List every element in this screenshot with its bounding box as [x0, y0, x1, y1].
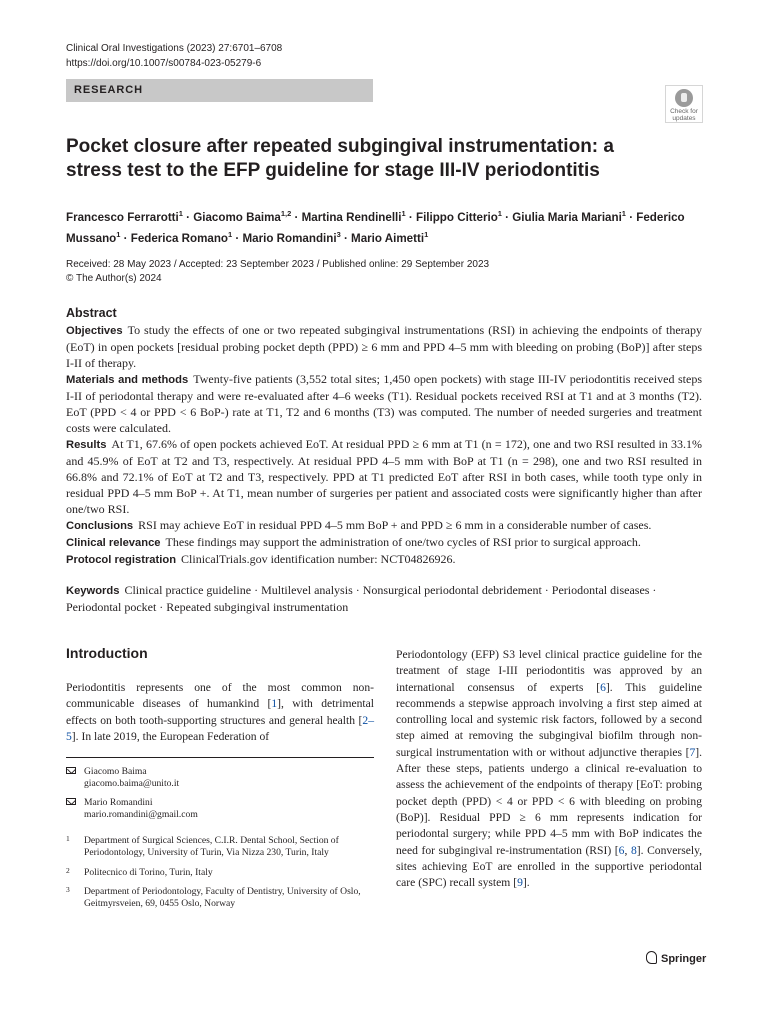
- abstract-section-label: Materials and methods: [66, 374, 189, 386]
- introduction-heading: Introduction: [66, 645, 148, 661]
- journal-citation: Clinical Oral Investigations (2023) 27:6701–6708: [66, 43, 283, 54]
- contact-email[interactable]: mario.romandini@gmail.com: [84, 808, 198, 820]
- author-affiliation-marker: 1,2: [280, 209, 292, 218]
- affiliation-number: 3: [66, 885, 70, 895]
- citation-link[interactable]: 6: [618, 843, 625, 857]
- abstract-section-label: Results: [66, 439, 107, 451]
- footnote-divider: [66, 757, 374, 758]
- author-affiliation-marker: 1: [401, 209, 406, 218]
- section-label: RESEARCH: [66, 79, 373, 102]
- dates-line: Received: 28 May 2023 / Accepted: 23 September 2023 / Published online: 29 September 2023: [66, 259, 490, 270]
- abstract-section-text: RSI may achieve EoT in residual PPD 4–5 mm BoP + and PPD ≥ 6 mm in a considerable number of cases.: [138, 518, 652, 532]
- author-separator: ·: [182, 210, 194, 224]
- body-text: ].: [522, 876, 530, 890]
- keywords-label: Keywords: [66, 585, 120, 597]
- abstract-section-label: Objectives: [66, 325, 123, 337]
- author-affiliation-marker: 1: [497, 209, 502, 218]
- abstract-section: [66, 551, 702, 568]
- author-affiliation-marker: 1: [116, 229, 121, 239]
- affiliation: [66, 886, 374, 911]
- abstract-section-text: Twenty-five patients (3,552 total sites; 1,450 open pockets) with stage III-IV periodontitis received steps I-II of periodontal therapy and were re-evaluated after 4–6 weeks (T1). Residual pockets received RSI at T1 and at 3 months (T2). EoT (PPD < 4 or PPD < 6 BoP-) rate at T1, T2 and 6 months (T3) was computed. The number of needed surgeries and treatment costs were calculated.: [66, 372, 702, 435]
- body-text: ]. This guideline recommends a stepwise approach involving a first step aimed at controlling local and systemic risk factors, followed by a second step aimed at removing the subgingival biofilm through non-surgical instrumentation with or without adjunctive therapies [: [396, 680, 702, 759]
- abstract-section-text: These findings may support the administration of one/two cycles of RSI prior to surgical approach.: [165, 535, 641, 549]
- citation-link[interactable]: 9: [517, 876, 523, 890]
- affiliation: [66, 835, 374, 860]
- citation-link[interactable]: 8: [630, 843, 637, 857]
- body-text: ]. After these steps, patients undergo a clinical re-evaluation to assess the achievement of the endpoints of therapy [EoT: probing pocket depth (PPD) < 4 or PPD < 6 with bleeding on probing (BoP)]. Residual PPD ≥ 6 mm represents indication for periodontal surgery; while PPD 4–5 mm with BoP indicates the need for subgingival re-instrumentation (RSI) [: [396, 745, 702, 857]
- author-separator: ·: [501, 210, 513, 224]
- author-separator: ·: [232, 231, 243, 245]
- affiliation: [66, 867, 374, 879]
- keywords: [66, 582, 702, 615]
- footnotes: [66, 766, 374, 918]
- author-separator: ·: [120, 231, 131, 245]
- author-name[interactable]: Martina Rendinelli: [301, 210, 402, 224]
- author-affiliation-marker: 3: [336, 229, 341, 239]
- author-name[interactable]: Francesco Ferrarotti: [66, 210, 179, 224]
- introduction-paragraph-left: [66, 680, 374, 745]
- affiliation-text: Politecnico di Torino, Turin, Italy: [84, 866, 213, 878]
- corresponding-author: [66, 766, 374, 791]
- abstract-section: [66, 436, 702, 517]
- author-separator: ·: [405, 210, 416, 224]
- citation-link[interactable]: 6: [600, 680, 606, 694]
- author-name[interactable]: Mario Romandini: [242, 231, 337, 245]
- affiliation-number: 2: [66, 865, 70, 875]
- affiliation-text: Department of Periodontology, Faculty of Dentistry, University of Oslo, Geitmyrsveien, 69, 0455 Oslo, Norway: [84, 886, 361, 910]
- corresponding-author: [66, 797, 374, 822]
- affiliation-text: Department of Surgical Sciences, C.I.R. Dental School, Section of Periodontology, University of Turin, Via Nizza 230, Turin, Italy: [84, 835, 339, 859]
- abstract-section: [66, 534, 702, 551]
- check-for-updates-button[interactable]: [665, 85, 703, 123]
- contact-name: Mario Romandini: [84, 796, 153, 808]
- publisher-logo: [646, 951, 706, 969]
- contact-name: Giacomo Baima: [84, 766, 147, 777]
- abstract-section-label: Clinical relevance: [66, 537, 161, 549]
- doi-link[interactable]: https://doi.org/10.1007/s00784-023-05279-6: [66, 58, 262, 69]
- author-affiliation-marker: 1: [424, 229, 429, 239]
- author-name[interactable]: Giulia Maria Mariani: [512, 210, 622, 224]
- publisher-name: Springer: [661, 953, 707, 965]
- springer-horse-icon: [646, 951, 657, 964]
- author-separator: ·: [625, 210, 637, 224]
- author-name[interactable]: Filippo Citterio: [415, 210, 498, 224]
- envelope-icon: [66, 798, 76, 805]
- affiliation-number: 1: [66, 834, 70, 844]
- abstract-section-label: Conclusions: [66, 520, 134, 532]
- author-name[interactable]: Giacomo Baima: [193, 210, 281, 224]
- author-name[interactable]: Mario Aimetti: [351, 231, 425, 245]
- body-text: Periodontology (EFP) S3 level clinical practice guideline for the treatment of stage I-III periodontitis was approved by an international consensus of experts [: [396, 648, 702, 694]
- crossmark-icon: [675, 89, 693, 107]
- journal-header: [66, 41, 282, 71]
- author-affiliation-marker: 1: [621, 209, 626, 218]
- body-text: ,: [624, 843, 631, 857]
- abstract-section-text: To study the effects of one or two repeated subgingival instrumentations (RSI) in achieving the endpoints of therapy (EoT) in open pockets [residual probing pocket depth (PPD) ≥ 6 mm and PPD 4–5 mm with bleeding on probing (BoP)] after steps I-II of therapy.: [66, 323, 702, 370]
- abstract-heading: Abstract: [66, 306, 117, 320]
- citation-link[interactable]: 7: [689, 745, 696, 759]
- abstract-section: [66, 517, 702, 534]
- citation-link[interactable]: 2–5: [66, 713, 374, 743]
- abstract-section: [66, 322, 702, 371]
- author-affiliation-marker: 1: [228, 229, 233, 239]
- body-text: ]. In late 2019, the European Federation of: [71, 729, 270, 743]
- abstract-section-text: At T1, 67.6% of open pockets achieved EoT. At residual PPD ≥ 6 mm at T1 (n = 172), one and two RSI resulted in 33.1% and 45.9% of EoT at T2 and T3, respectively. At residual PPD 4–5 mm with BoP at T1 (n = 298), one and two RSI resulted in 66.8% and 72.1% of EoT at T2 and T3, respectively. PPD at T1 predicted EoT after RSI in both cases, while tooth type only in residual PPD 4–5 mm BoP +. At T1, mean number of surgeries per patient and associated costs were significantly higher than after one/two RSI.: [66, 437, 702, 516]
- abstract-section-label: Protocol registration: [66, 554, 177, 566]
- body-text: Periodontitis represents one of the most common non-communicable diseases of humankind [: [66, 681, 374, 711]
- keywords-text: Clinical practice guideline · Multilevel analysis · Nonsurgical periodontal debridement · Periodontal diseases · Periodontal pocket · Repeated subgingival instrumentation: [66, 583, 657, 614]
- envelope-icon: [66, 767, 76, 774]
- abstract-section: [66, 371, 702, 436]
- crossmark-line1: Check for: [670, 108, 698, 115]
- crossmark-line2: updates: [672, 115, 696, 122]
- abstract-section-text: ClinicalTrials.gov identification number: NCT04826926.: [181, 552, 456, 566]
- contact-email[interactable]: giacomo.baima@unito.it: [84, 778, 180, 790]
- author-affiliation-marker: 1: [178, 209, 183, 218]
- author-separator: ·: [291, 210, 302, 224]
- citation-link[interactable]: 1: [271, 697, 278, 711]
- introduction-paragraph-right: [396, 647, 702, 891]
- body-text: ]. Conversely, sites achieving EoT are enrolled in the supportive periodontal care (SPC) recall system [: [396, 843, 703, 890]
- abstract-body: [66, 322, 702, 568]
- body-text: ], with detrimental effects on both tooth-supporting structures and general health [: [66, 697, 374, 727]
- author-name[interactable]: Federico Mussano: [66, 210, 685, 245]
- article-title: Pocket closure after repeated subgingival instrumentation: a stress test to the EFP guideline for stage III-IV periodontitis: [66, 136, 614, 181]
- author-name[interactable]: Federica Romano: [130, 231, 229, 245]
- author-list: [66, 205, 686, 247]
- publication-dates: [66, 258, 489, 286]
- author-separator: ·: [340, 231, 352, 245]
- copyright-line: © The Author(s) 2024: [66, 273, 162, 284]
